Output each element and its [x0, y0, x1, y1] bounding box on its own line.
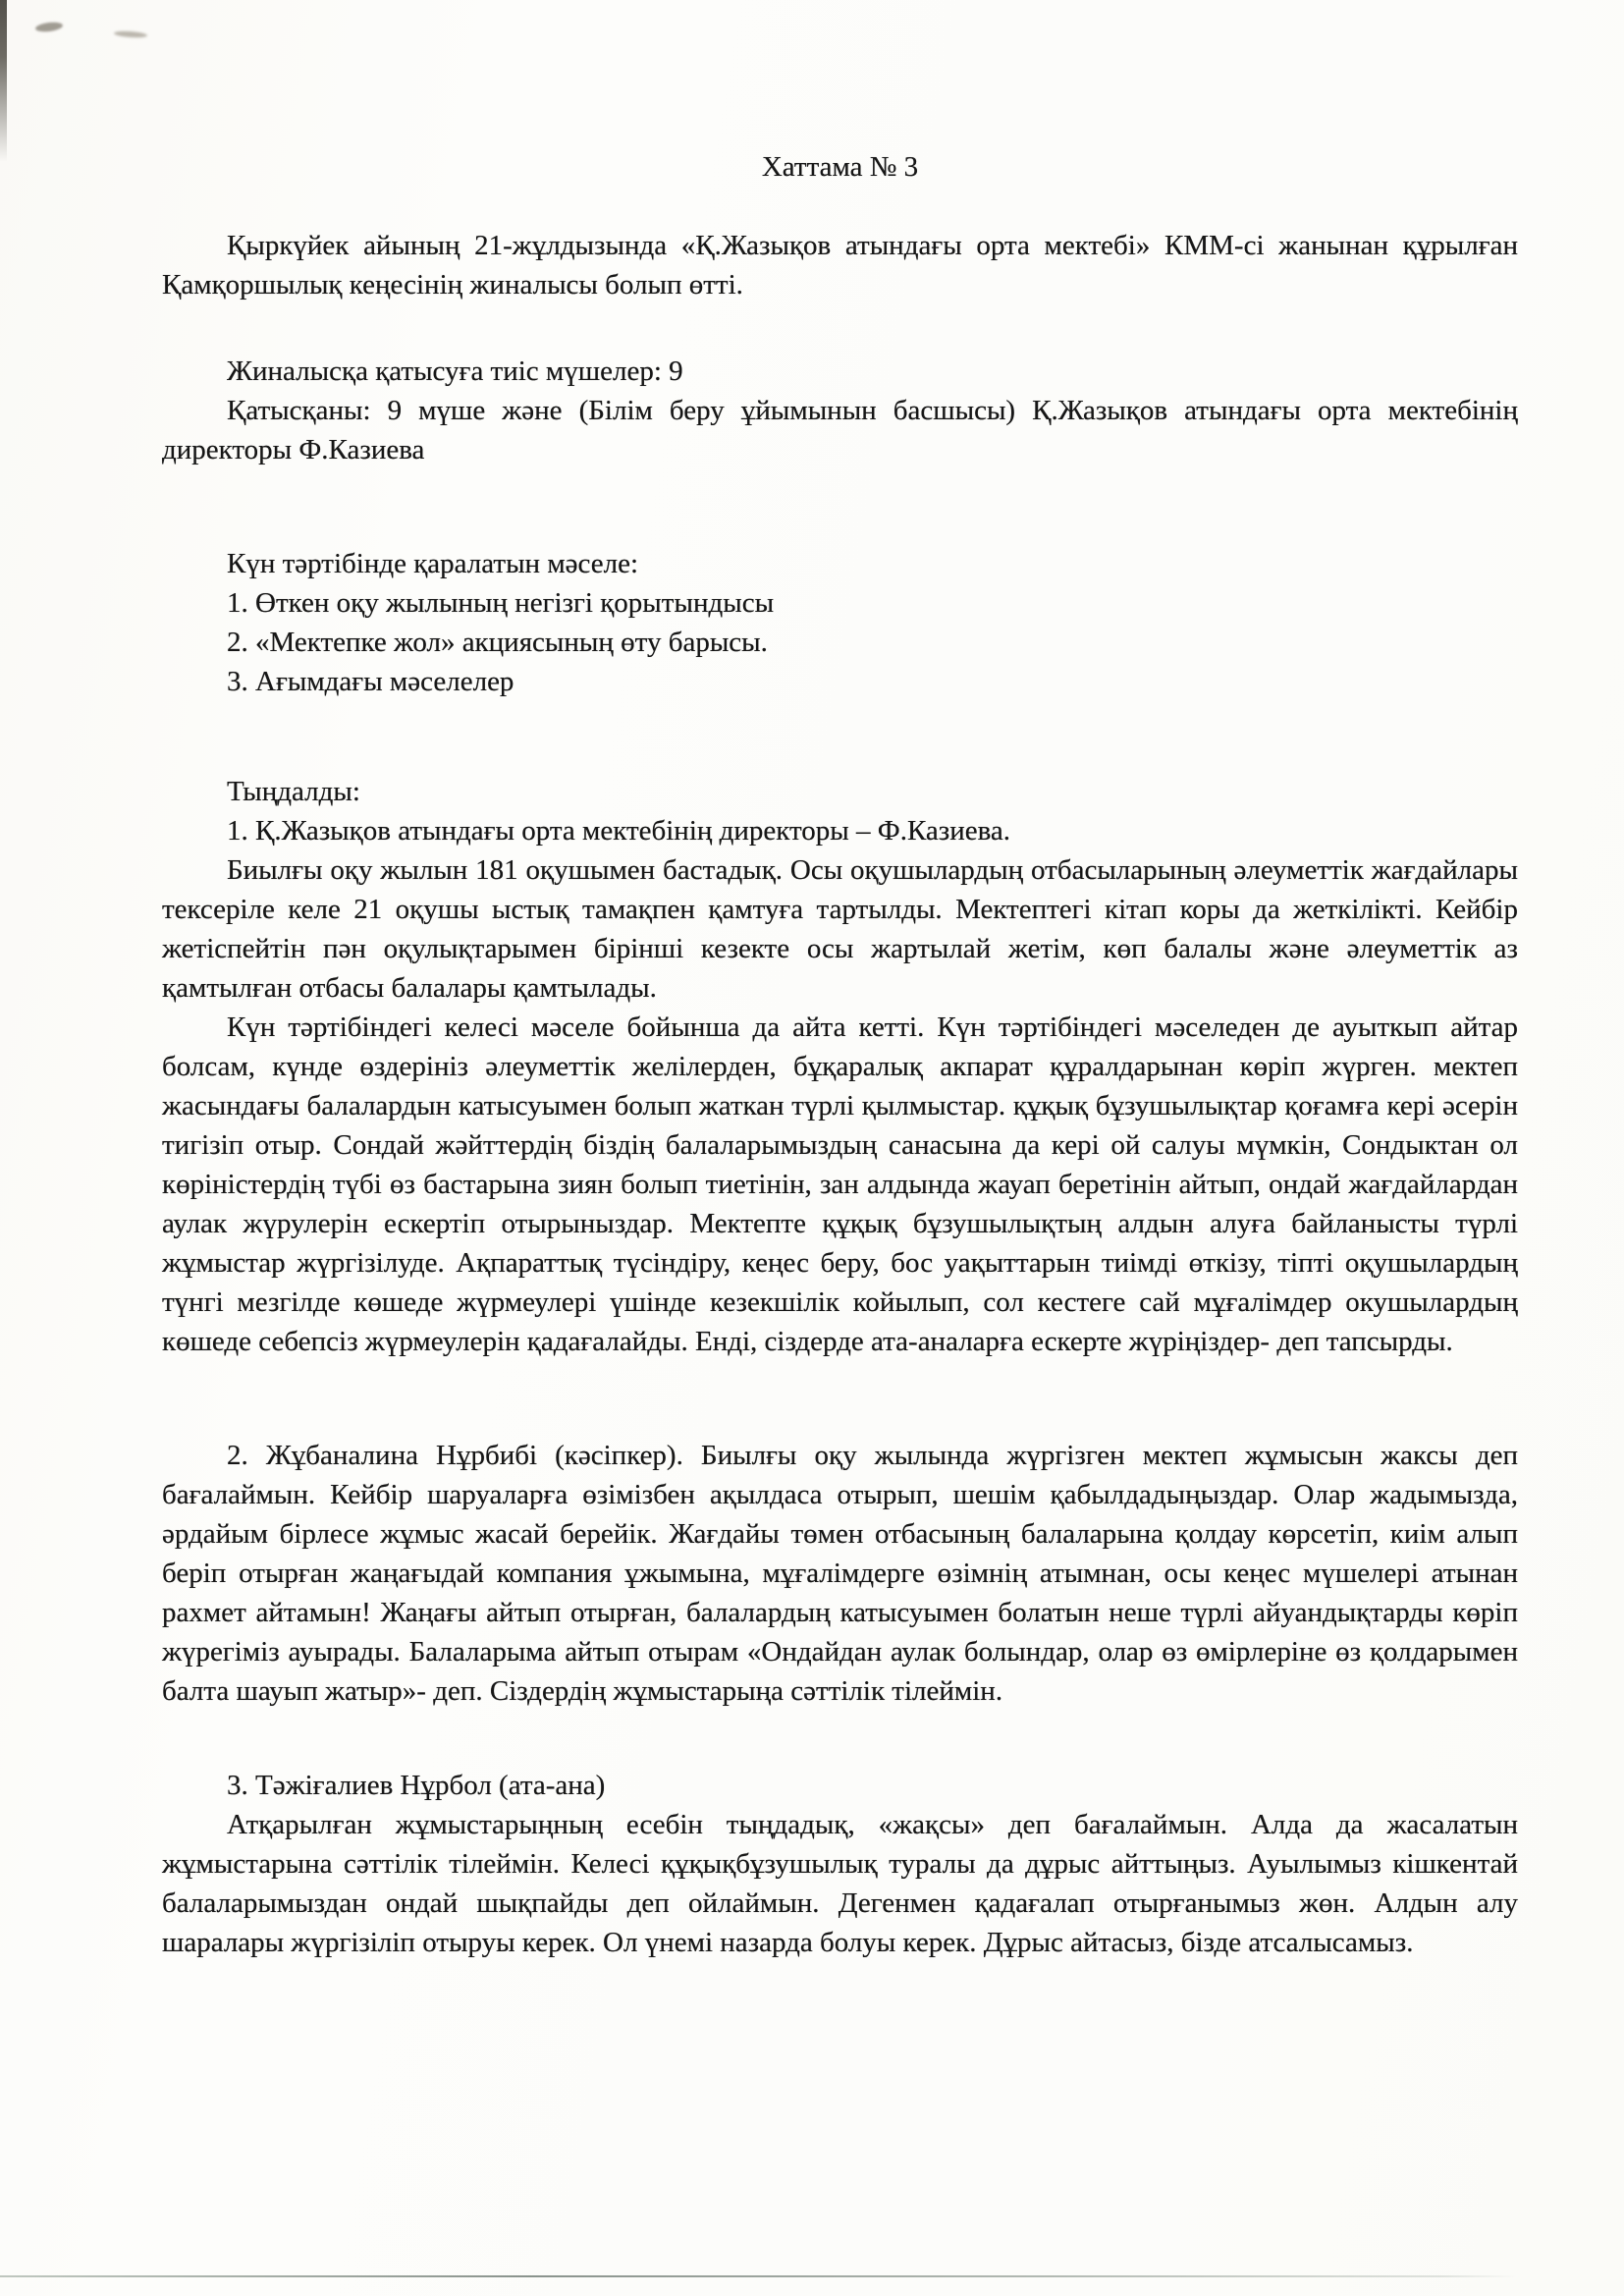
agenda-item-3: 3. Ағымдағы мәселелер	[227, 666, 514, 697]
speaker3-paragraph: Атқарылған жұмыстарыңның есебін тыңдадық, «жақсы» деп бағалаймын. Алда да жасалатын жұмыстарына сәттілік тілеймін. Келесі құқықбұзушылық туралы да дұрыс айттыңыз. Ауылымыз кішкентай балаларымыздан ондай шықпайды деп ойлаймын. Дегенмен қадағалап отырғанымыз жөн. Алдын алу шаралары жүргізіліп отыруы керек. Ол үнемі назарда болуы керек. Дұрыс айтасыз, бізде атсалысамыз.	[162, 1809, 1518, 1958]
director-speech-paragraph-1: Биылғы оқу жылын 181 оқушымен бастадық. Осы оқушылардың отбасыларының әлеуметтік жағдайлары тексеріле келе 21 оқушы ыстық тамақпен қамтуға тартылды. Мектептегі кітап коры да жеткілікті. Кейбір жетіспейтін пән оқулықтарымен бірінші кезекте осы жартылай жетім, көп балалы және әлеуметтік аз қамтылған отбасы балалары қамтылады.	[162, 854, 1518, 1004]
document-title: Хаттама № 3	[761, 151, 919, 183]
agenda-heading: Күн тәртібінде қаралатын мәселе:	[227, 548, 639, 579]
members-required-line: Жиналысқа қатысуға тиіс мүшелер: 9	[227, 355, 683, 387]
document-content	[162, 147, 1518, 1962]
agenda-item-1: 1. Өткен оқу жылының негізгі қорытындысы	[227, 587, 775, 619]
heard-item-1: 1. Қ.Жазықов атындағы орта мектебінің директоры – Ф.Казиева.	[227, 815, 1011, 847]
director-speech-paragraph-2: Күн тәртібіндегі келесі мәселе бойынша да айта кетті. Күн тәртібіндегі мәселеден де ауыткып айтар болсам, күнде өздерініз әлеуметтік желілерден, бұқаралық акпарат құралдарынан көріп жүрген. мектеп жасындағы балалардын катысуымен болып жаткан түрлі қылмыстар. құқық бұзушылықтар қоғамға кері әсерін тигізіп отыр. Сондай жәйттердің біздің балаларымыздың санасына да кері ой салуы мүмкін, Сондыктан ол көріністердің түбі өз бастарына зиян болып тиетінін, зан алдында жауап беретінін айтып, ондай жағдайлардан аулак жүрулерін ескертіп отырыныздар. Мектепте құқық бұзушылықтың алдын алуға байланысты түрлі жұмыстар жүргізілуде. Ақпараттық түсіндіру, кеңес беру, бос уақыттарын тиімді өткізу, тіпті оқушылардың түнгі мезгілде көшеде жүрмеулері үшінде кезекшілік койылып, сол кестеге сай мұғалімдер окушылардың көшеде себепсіз жүрмеулерін қадағалайды. Енді, сіздерде ата-аналарға ескерте жүріңіздер- деп тапсырды.	[162, 1011, 1518, 1357]
pen-mark-smudge-1	[35, 21, 64, 32]
heard-heading: Тыңдалды:	[227, 776, 360, 807]
speaker2-paragraph: 2. Жұбаналина Нұрбибі (кәсіпкер). Биылғы оқу жылында жүргізген мектеп жұмысын жаксы деп бағалаймын. Кейбір шаруаларға өзімізбен ақылдаса отырып, шешім қабылдадыңыздар. Олар жадымызда, әрдайым бірлесе жұмыс жасай берейік. Жағдайы төмен отбасының балаларына қолдау көрсетіп, киім алып беріп отырған жаңағыдай компания ұжымына, мұғалімдерге өзімнің атымнан, осы кеңес мүшелері атынан рахмет айтамын! Жаңағы айтып отырған, балалардың катысуымен болатын неше түрлі айуандықтарды көріп жүрегіміз ауырады. Балаларыма айтып отырам «Ондайдан аулак болындар, олар өз өмірлеріне өз қолдарымен балта шауып жатыр»- деп. Сіздердің жұмыстарыңа сәттілік тілеймін.	[162, 1440, 1518, 1707]
pen-mark-smudge-2	[114, 30, 147, 38]
scan-edge-artifact-bottom	[0, 2275, 1517, 2277]
speaker3-heading: 3. Тәжіғалиев Нұрбол (ата-ана)	[227, 1770, 606, 1801]
scan-edge-artifact-left	[0, 0, 7, 162]
intro-paragraph: Қыркүйек айының 21-жұлдызында «Қ.Жазықов атындағы орта мектебі» КММ-сі жанынан құрылған Қамқоршылық кеңесінің жиналысы болып өтті.	[162, 230, 1518, 301]
members-attended-line: Қатысқаны: 9 мүше және (Білім беру ұйымынын басшысы) Қ.Жазықов атындағы орта мектебінің директоры Ф.Казиева	[162, 395, 1518, 465]
agenda-item-2: 2. «Мектепке жол» акциясының өту барысы.	[227, 627, 768, 658]
